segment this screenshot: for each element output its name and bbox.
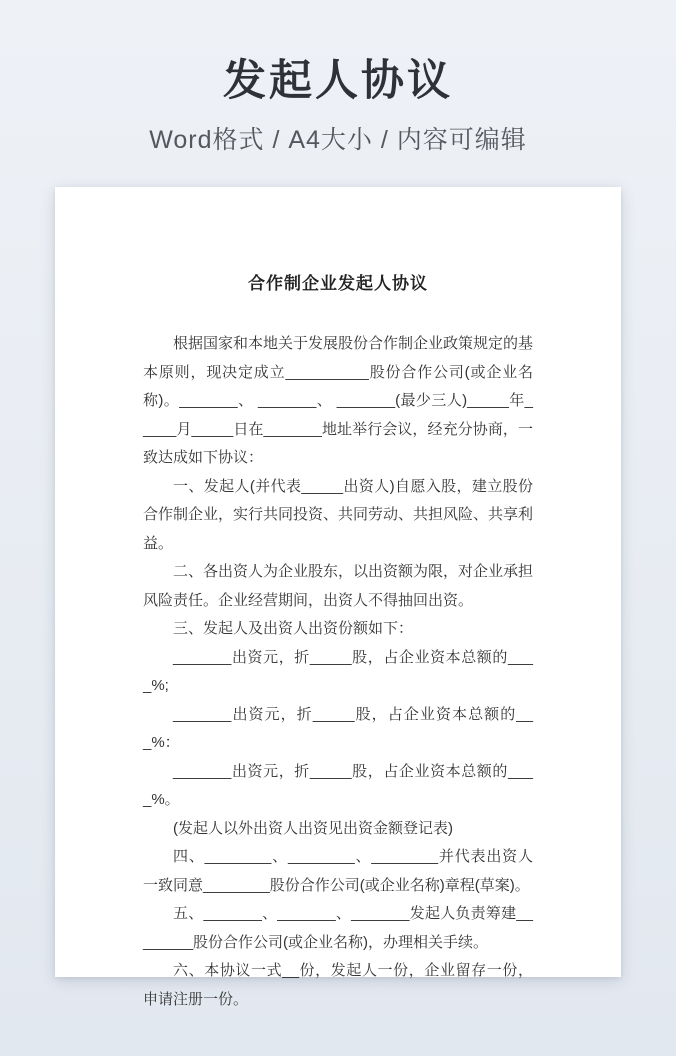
doc-paragraph: 四、________、________、________并代表出资人一致同意________股份合作公司(或企业名称)章程(草案)。 bbox=[143, 848, 533, 894]
doc-paragraph: 五、_______、_______、_______发起人负责筹建________股份合作公司(或企业名称)，办理相关手续。 bbox=[143, 905, 533, 951]
doc-paragraph: 六、本协议一式__份，发起人一份，企业留存一份，申请注册一份。 bbox=[143, 962, 533, 1008]
header bbox=[0, 0, 676, 156]
document-title: 合作制企业发起人协议 bbox=[248, 274, 428, 293]
doc-paragraph: (发起人以外出资人出资见出资金额登记表) bbox=[173, 819, 453, 837]
doc-paragraph: 根据国家和本地关于发展股份合作制企业政策规定的基本原则，现决定成立__________股份合作公司(或企业名称)。_______、 _______、 _______(最少三人)_____年_____月_____日在_______地址举行会议，经充分协商，一致达成如下协议： bbox=[143, 335, 534, 466]
page-subtitle: Word格式 / A4大小 / 内容可编辑 bbox=[149, 125, 527, 154]
document-page-preview bbox=[55, 187, 621, 1008]
doc-paragraph: _______出资元，折_____股，占企业资本总额的___%： bbox=[143, 705, 533, 751]
doc-paragraph: _______出资元，折_____股，占企业资本总额的____%。 bbox=[143, 762, 533, 808]
page-title: 发起人协议 bbox=[223, 57, 453, 105]
doc-paragraph: _______出资元，折_____股，占企业资本总额的____%; bbox=[143, 648, 533, 694]
doc-paragraph: 一、发起人(并代表_____出资人)自愿入股，建立股份合作制企业，实行共同投资、共同劳动、共担风险、共享利益。 bbox=[143, 477, 534, 552]
doc-paragraph: 二、各出资人为企业股东，以出资额为限，对企业承担风险责任。企业经营期间，出资人不得抽回出资。 bbox=[143, 563, 534, 609]
document-body bbox=[143, 330, 533, 1014]
doc-paragraph: 三、发起人及出资人出资份额如下： bbox=[173, 620, 414, 637]
